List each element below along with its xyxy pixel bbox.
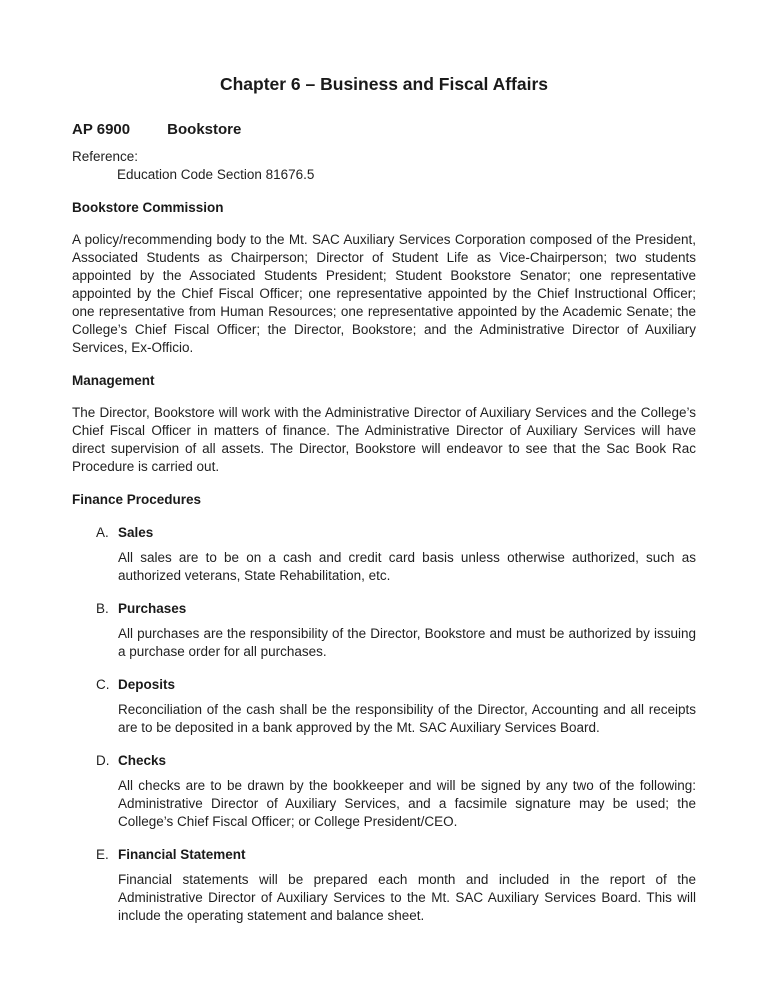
section-heading-bookstore-commission: Bookstore Commission (72, 200, 224, 215)
procedure-title: Purchases (118, 601, 187, 616)
reference-label: Reference: (72, 149, 139, 164)
procedure-item-checks (96, 752, 696, 831)
procedure-item-deposits (96, 676, 696, 737)
procedure-heading (96, 752, 696, 770)
section-heading-management: Management (72, 373, 155, 388)
section-body-bookstore-commission: A policy/recommending body to the Mt. SAC Auxiliary Services Corporation composed of the President, Associated Students as Chairperson; Director of Student Life as Vice-Chairperson; two students appointed by the Associated Students President; Student Bookstore Senator; one representative appointed by the Chief Fiscal Officer; one representative appointed by the Chief Instructional Officer; one representative from Human Resources; one representative appointed by the Academic Senate; the College’s Chief Fiscal Officer; the Director, Bookstore; and the Administrative Director of Auxiliary Services, Ex-Officio. (72, 232, 696, 355)
procedure-heading (96, 524, 696, 542)
procedure-item-financial-statement (96, 846, 696, 925)
reference-block (72, 148, 696, 184)
procedure-label: E. (96, 847, 109, 862)
procedure-heading (96, 600, 696, 618)
procedure-body: All purchases are the responsibility of the Director, Bookstore and must be authorized by issuing a purchase order for all purchases. (118, 626, 696, 659)
section-body-management: The Director, Bookstore will work with the Administrative Director of Auxiliary Services and the College’s Chief Fiscal Officer in matters of finance. The Administrative Director of Auxiliary Services will have direct supervision of all assets. The Director, Bookstore will endeavor to see that the Sac Book Rac Procedure is carried out. (72, 405, 696, 474)
procedure-body: All checks are to be drawn by the bookkeeper and will be signed by any two of the following: Administrative Director of Auxiliary Services, and a facsimile signature may be used; the College’s Chief Fiscal Officer; or College President/CEO. (118, 778, 696, 829)
policy-name: Bookstore (167, 121, 242, 138)
procedure-title: Financial Statement (118, 847, 246, 862)
procedure-label: D. (96, 753, 110, 768)
procedure-heading (96, 846, 696, 864)
procedure-title: Sales (118, 525, 154, 540)
procedure-body: Reconciliation of the cash shall be the responsibility of the Director, Accounting and all receipts are to be deposited in a bank approved by the Mt. SAC Auxiliary Services Board. (118, 702, 696, 735)
section-heading-finance-procedures: Finance Procedures (72, 492, 202, 507)
page-title: Chapter 6 – Business and Fiscal Affairs (219, 74, 549, 94)
procedure-title: Deposits (118, 677, 176, 692)
procedure-label: B. (96, 601, 109, 616)
procedure-label: A. (96, 525, 109, 540)
procedure-body: Financial statements will be prepared each month and included in the report of the Administrative Director of Auxiliary Services to the Mt. SAC Auxiliary Services Board. This will include the operating statement and balance sheet. (118, 872, 696, 923)
policy-heading (72, 121, 696, 139)
procedure-item-purchases (96, 600, 696, 661)
procedure-body: All sales are to be on a cash and credit card basis unless otherwise authorized, such as authorized veterans, State Rehabilitation, etc. (118, 550, 696, 583)
procedure-heading (96, 676, 696, 694)
policy-number: AP 6900 (72, 121, 131, 138)
reference-value: Education Code Section 81676.5 (117, 167, 315, 182)
procedure-label: C. (96, 677, 110, 692)
procedure-title: Checks (118, 753, 167, 768)
procedure-item-sales (96, 524, 696, 585)
